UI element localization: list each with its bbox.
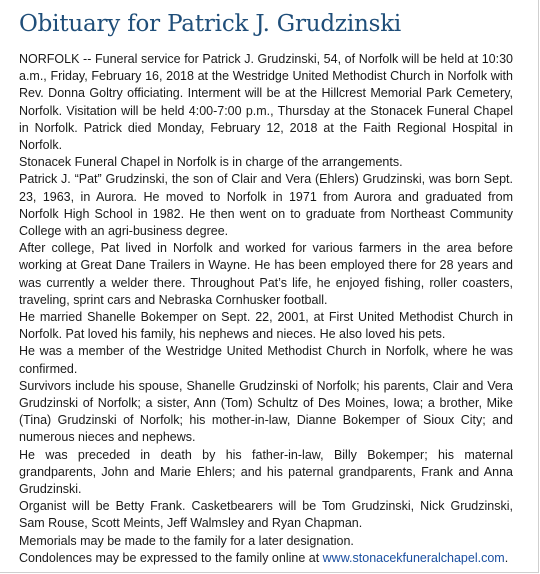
paragraph-career: After college, Pat lived in Norfolk and worked for various farmers in the area before working at Great Dane Trailers in Wayne. He has been employed there for 28 years and was currently a welder there. Throughout Pat’s life, he enjoyed fishing, roller coasters, traveling, sprint cars and Nebraska Cornhusker football. [19, 241, 513, 307]
paragraph-preceded: He was preceded in death by his father-in-law, Billy Bokemper; his maternal grandparents, John and Marie Ehlers; and his paternal grandparents, Frank and Anna Grudzinski. [19, 447, 513, 497]
condolences-trailing: . [504, 550, 509, 565]
paragraph-biography: Patrick J. “Pat” Grudzinski, the son of Clair and Vera (Ehlers) Grudzinski, was born Sept. 23, 1963, in Aurora. He moved to Norfolk in 1971 from Aurora and graduated from Norfolk High School in 1982. He then went on to graduate from Northeast Community College with an agri-business degree. [19, 172, 513, 239]
paragraph-organist-casketbearers: Organist will be Betty Frank. Casketbearers will be Tom Grudzinski, Nick Grudzinski, Sam Rouse, Scott Meints, Jeff Walmsley and Ryan Chapman. [19, 499, 513, 531]
paragraph-church: He was a member of the Westridge United Methodist Church in Norfolk, where he was confirmed. [19, 344, 513, 376]
condolences-text: Condolences may be expressed to the family online at [19, 550, 323, 565]
paragraph-arrangements: Stonacek Funeral Chapel in Norfolk is in charge of the arrangements. [19, 155, 403, 170]
page-title: Obituary for Patrick J. Grudzinski [19, 11, 402, 37]
paragraph-marriage: He married Shanelle Bokemper on Sept. 22, 2001, at First United Methodist Church in Norfolk. Pat loved his family, his nephews and nieces. He also loved his pets. [19, 310, 513, 342]
paragraph-condolences [19, 550, 513, 567]
paragraph-survivors: Survivors include his spouse, Shanelle Grudzinski of Norfolk; his parents, Clair and Vera Grudzinski of Norfolk; a sister, Ann (Tom) Schultz of Des Moines, Iowa; a brother, Mike (Tina) Grudzinski of Norfolk; his mother-in-law, Dianne Bokemper of Sioux City; and numerous nieces and nephews. [19, 378, 513, 445]
funeral-chapel-website-link[interactable]: www.stonacekfuneralchapel.com [322, 550, 505, 565]
obituary-body [19, 51, 513, 567]
paragraph-memorials: Memorials may be made to the family for a later designation. [19, 533, 354, 548]
paragraph-service-details: NORFOLK -- Funeral service for Patrick J. Grudzinski, 54, of Norfolk will be held at 10:30 a.m., Friday, February 16, 2018 at the Westridge United Methodist Church in Norfolk with Rev. Donna Goltry officiating. Interment will be at the Hillcrest Memorial Park Cemetery, Norfolk. Visitation will be held 4:00-7:00 p.m., Thursday at the Stonacek Funeral Chapel in Norfolk. Patrick died Monday, February 12, 2018 at the Faith Regional Hospital in Norfolk. [19, 52, 513, 153]
